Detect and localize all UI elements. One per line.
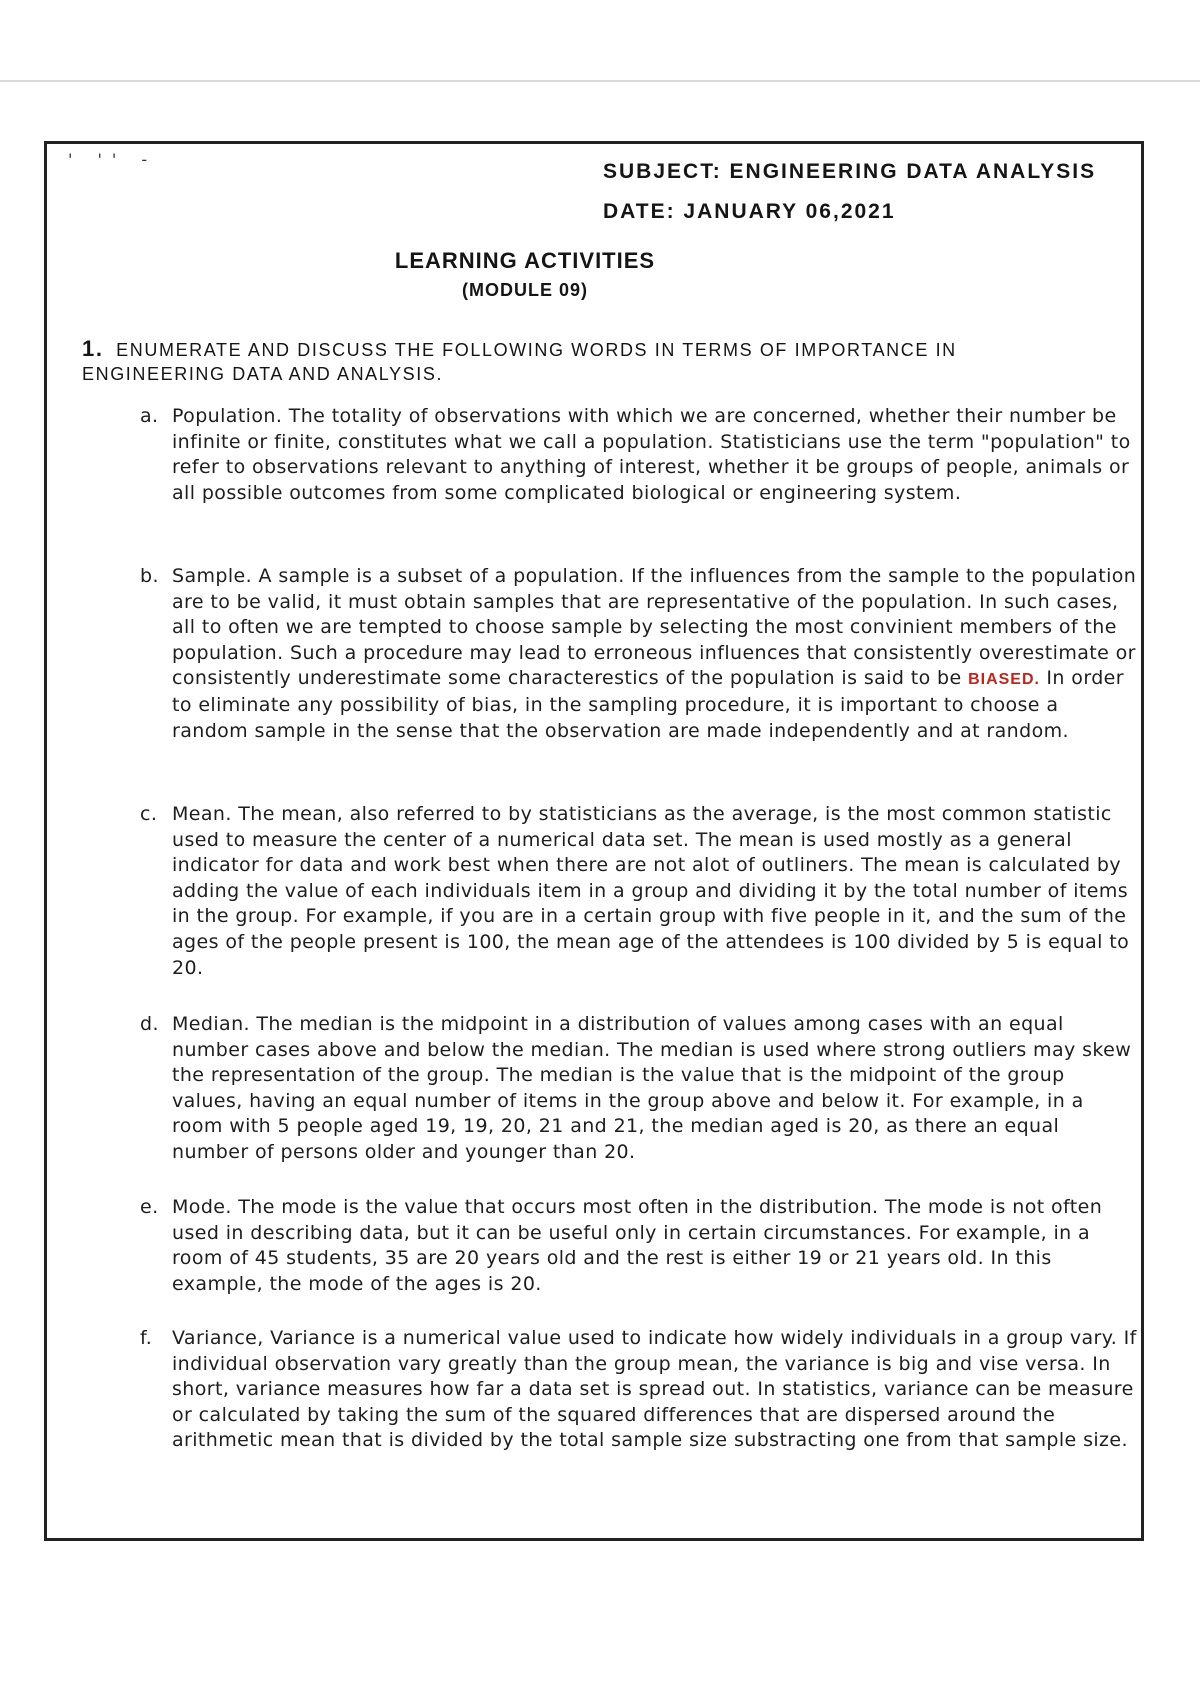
paper-edge — [0, 80, 1200, 82]
page-header — [603, 152, 1123, 232]
item-letter: e. — [140, 1196, 159, 1218]
item-text: A sample is a subset of a population. If the influences from the sample to the population are to be valid, it must obtain samples that are representative of the population. In such cases, all to often we are tempted to choose sample by selecting the most convinient members of the population. Such a procedure may lead to erroneous influences that consistently overestimate or consistently underestimate some characterestics of the population is said to be — [172, 565, 1137, 690]
item-text: The mean, also referred to by statisticians as the average, is the most common statistic used to measure the center of a numerical data set. The mean is used mostly as a general indicator for data and work best when there are not alot of outliners. The mean is calculated by adding the value of each individuals item in a group and dividing it by the total number of items in the group. For example, if you are in a certain group with five people in it, and the sum of the ages of the people present is 100, the mean age of the attendees is 100 divided by 5 is equal to 20. — [172, 803, 1130, 979]
title-module: (MODULE 09) — [461, 280, 588, 300]
subject-line: SUBJECT: ENGINEERING DATA ANALYSIS — [603, 160, 1097, 183]
list-item-population — [140, 404, 1138, 564]
item-term: Population. — [172, 405, 283, 427]
item-term: Median. — [172, 1013, 250, 1035]
item-text: The mode is the value that occurs most often in the distribution. The mode is not often used in describing data, but it can be useful only in certain circumstances. For example, in a room of 45 students, 35 are 20 years old and the rest is either 19 or 21 years old. In this example, the mode of the ages is 20. — [172, 1196, 1103, 1295]
item-term: Variance, — [172, 1327, 264, 1349]
list-item-median — [140, 1012, 1138, 1195]
item-text: The totality of observations with which we are concerned, whether their number be infinite or finite, constitutes what we call a population. Statisticians use the term "population" to refer to observations relevant to anything of interest, whether it be groups of people, animals or all possible outcomes from some complicated biological or engineering system. — [172, 405, 1131, 504]
question-prompt — [82, 337, 1082, 386]
biased-highlight: BIASED. — [968, 671, 1040, 689]
item-text: Variance is a numerical value used to indicate how widely individuals in a group vary. If individual observation vary greatly than the group mean, the variance is big and vise versa. In short, variance measures how far a data set is spread out. In statistics, variance can be measure or calculated by taking the sum of the squared differences that are dispersed around the arithmetic mean that is divided by the total sample size substracting one from that sample size. — [172, 1327, 1137, 1452]
list-item-variance — [140, 1326, 1138, 1486]
answer-list — [140, 404, 1138, 1486]
item-text-continued: In order to eliminate any possibility of bias, in the sampling procedure, it is important to choose a random sample in the sense that the observation are made independently and at random. — [172, 667, 1124, 742]
date-line: DATE: JANUARY 06,2021 — [603, 200, 896, 223]
item-letter: b. — [140, 565, 159, 587]
item-term: Mode. — [172, 1196, 232, 1218]
item-letter: a. — [140, 405, 159, 427]
question-number: 1. — [82, 336, 104, 361]
item-letter: f. — [140, 1327, 153, 1349]
item-term: Mean. — [172, 803, 232, 825]
list-item-mode — [140, 1195, 1138, 1326]
title-main: LEARNING ACTIVITIES — [394, 248, 656, 273]
item-letter: c. — [140, 803, 158, 825]
page-title — [300, 245, 750, 303]
question-text: ENUMERATE AND DISCUSS THE FOLLOWING WORDS IN TERMS OF IMPORTANCE IN ENGINEERING DATA AND ANALYSIS. — [82, 340, 957, 384]
item-term: Sample. — [172, 565, 253, 587]
item-text: The median is the midpoint in a distribution of values among cases with an equal number cases above and below the median. The median is used where strong outliers may skew the representation of the group. The median is the value that is the midpoint of the group values, having an equal number of items in the group above and below it. For example, in a room with 5 people aged 19, 19, 20, 21 and 21, the median aged is 20, as there an equal number of persons older and younger than 20. — [172, 1013, 1132, 1163]
corner-marks: ' '' - — [68, 150, 158, 169]
list-item-mean — [140, 802, 1138, 1012]
item-letter: d. — [140, 1013, 159, 1035]
list-item-sample — [140, 564, 1138, 802]
